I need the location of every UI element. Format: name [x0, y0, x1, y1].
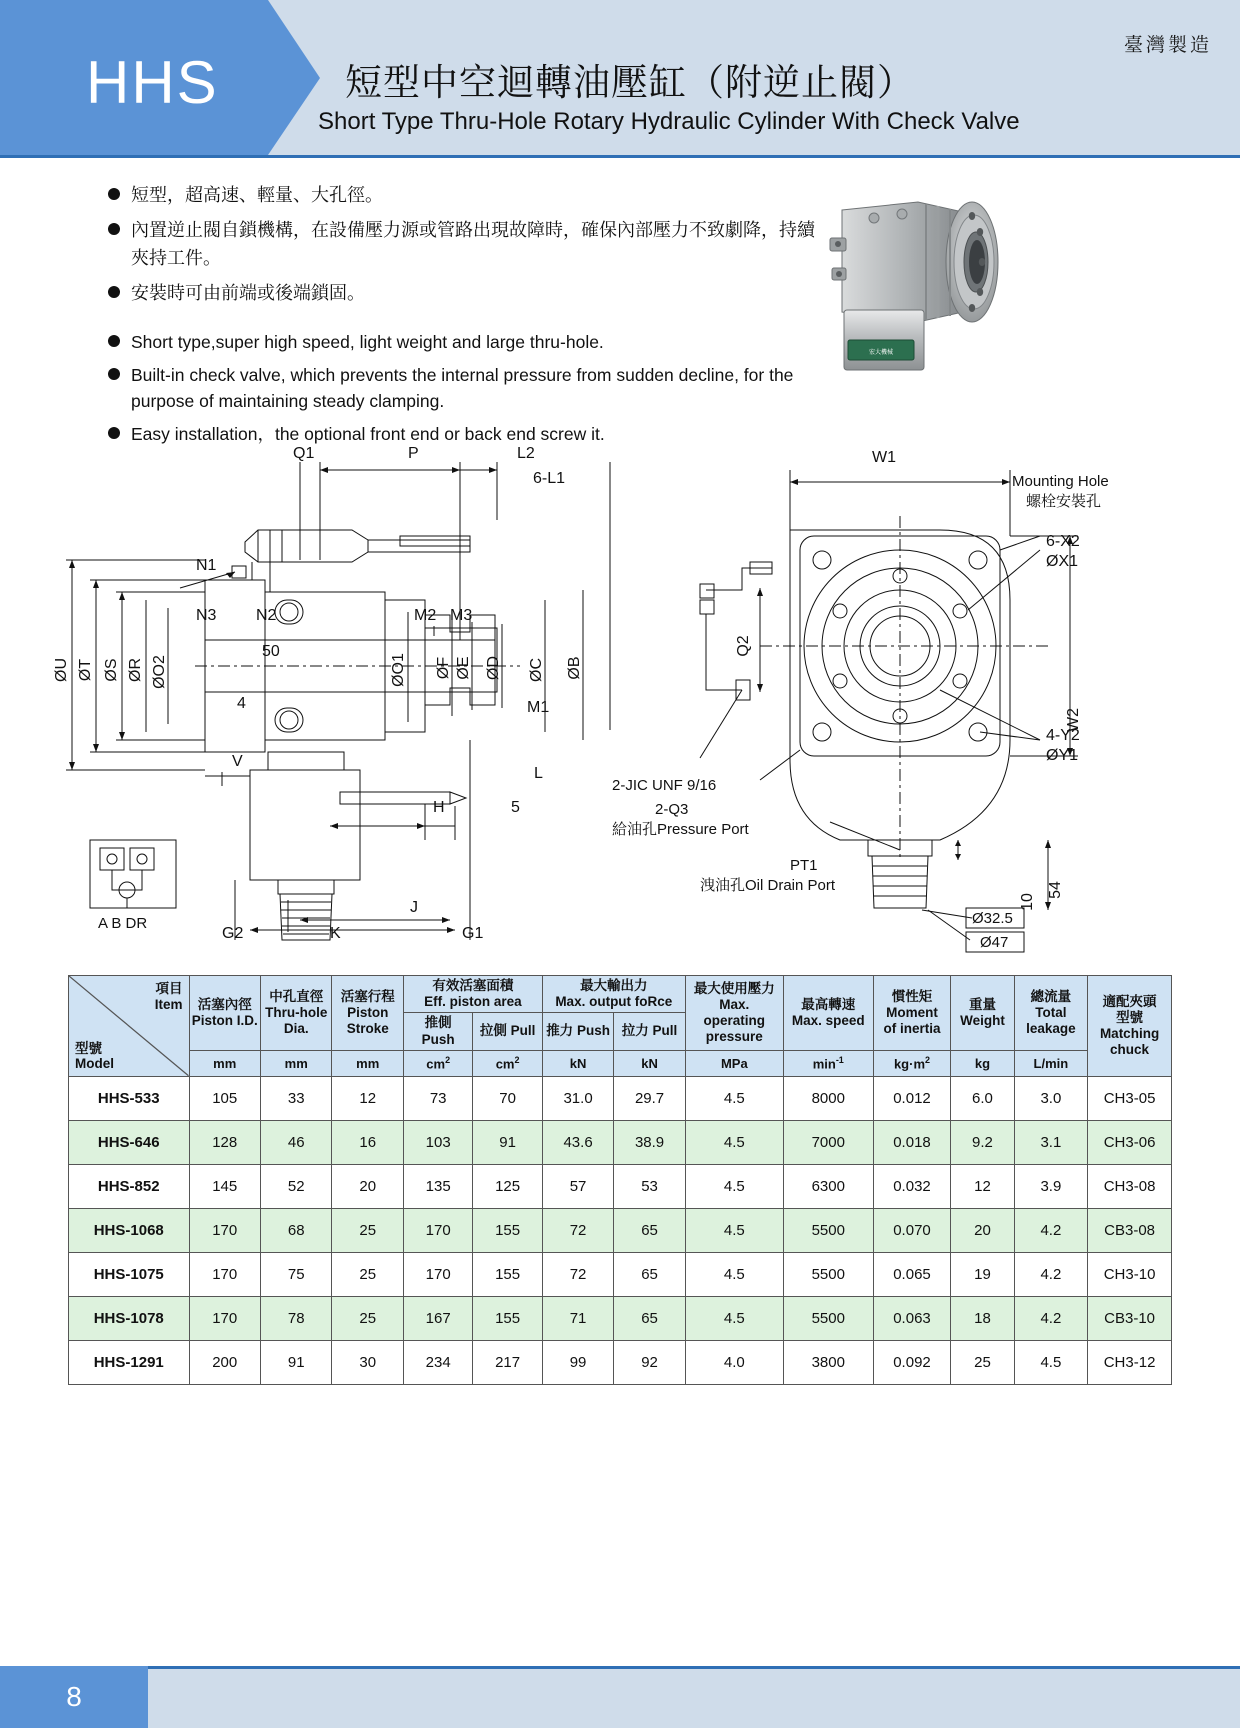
label-d47: Ø47 — [980, 934, 1009, 951]
cell-value: 5500 — [783, 1208, 873, 1252]
cell-value: 71 — [542, 1296, 613, 1340]
list-item — [108, 217, 828, 273]
list-item — [108, 362, 828, 415]
cell-value: 19 — [951, 1252, 1014, 1296]
cell-value: 4.2 — [1014, 1252, 1088, 1296]
label-10: 10 — [1019, 893, 1036, 911]
label-j: J — [410, 899, 418, 916]
cell-value: 25 — [332, 1252, 403, 1296]
label-4: 4 — [237, 695, 246, 712]
cell-value: 9.2 — [951, 1120, 1014, 1164]
cell-value: 0.032 — [873, 1164, 951, 1208]
cell-value: 18 — [951, 1296, 1014, 1340]
col-total-leakage: 總流量 Total leakage — [1014, 976, 1088, 1051]
cell-model: HHS-1291 — [69, 1340, 190, 1384]
col-push-force: 推力 Push — [542, 1013, 613, 1050]
cell-value: CH3-05 — [1088, 1076, 1172, 1120]
cell-value: 65 — [614, 1208, 685, 1252]
col-thru-hole-dia: 中孔直徑 Thru-hole Dia. — [260, 976, 331, 1051]
product-photo — [822, 192, 1037, 384]
table-row — [69, 1296, 1172, 1340]
cell-value: CH3-12 — [1088, 1340, 1172, 1384]
unit-pull-area: $cm^2$ — [473, 1050, 542, 1076]
label-m2: M2 — [414, 607, 437, 624]
label-ot: ØT — [77, 658, 94, 682]
cell-value: 4.0 — [685, 1340, 783, 1384]
cell-value: 25 — [951, 1340, 1014, 1384]
table-header-row-1 — [69, 976, 1172, 1013]
label-m1: M1 — [527, 699, 550, 716]
cell-model: HHS-852 — [69, 1164, 190, 1208]
bullet-icon — [108, 335, 120, 347]
cell-value: 12 — [951, 1164, 1014, 1208]
cell-value: 38.9 — [614, 1120, 685, 1164]
list-item — [108, 329, 828, 355]
cell-value: CB3-10 — [1088, 1296, 1172, 1340]
label-d325: Ø32.5 — [972, 910, 1013, 927]
label-v: V — [232, 753, 243, 770]
cell-value: 128 — [189, 1120, 260, 1164]
unit-speed: $\min^{-1}$ — [783, 1050, 873, 1076]
bullet-icon — [108, 223, 120, 235]
label-oy1: ØY1 — [1046, 747, 1079, 764]
label-h: H — [433, 799, 445, 816]
feature-text: 短型，超高速、輕量、大孔徑。 — [131, 185, 383, 205]
cell-value: 4.2 — [1014, 1296, 1088, 1340]
unit-push-area: $cm^2$ — [403, 1050, 472, 1076]
cell-value: CH3-06 — [1088, 1120, 1172, 1164]
cell-value: 125 — [473, 1164, 542, 1208]
cell-value: 0.070 — [873, 1208, 951, 1252]
feature-list — [108, 182, 828, 455]
label-oc: ØC — [528, 658, 545, 682]
label-5: 5 — [511, 799, 520, 816]
label-4y2: 4-Y2 — [1046, 727, 1080, 744]
cell-value: 4.5 — [685, 1164, 783, 1208]
cell-value: 145 — [189, 1164, 260, 1208]
cell-value: 0.063 — [873, 1296, 951, 1340]
cell-value: 4.5 — [1014, 1340, 1088, 1384]
table-header-row-units — [69, 1050, 1172, 1076]
label-k: K — [330, 925, 341, 942]
page-number: 8 — [0, 1666, 148, 1728]
label-p: P — [408, 445, 419, 462]
spec-table-wrapper — [68, 975, 1172, 1385]
label-or: ØR — [127, 658, 144, 682]
cell-value: 7000 — [783, 1120, 873, 1164]
cell-value: 72 — [542, 1252, 613, 1296]
cell-value: 3.1 — [1014, 1120, 1088, 1164]
label-g2: G2 — [222, 925, 244, 942]
product-logo: HHS — [86, 49, 219, 116]
cell-value: 29.7 — [614, 1076, 685, 1120]
label-w2: W2 — [1065, 708, 1082, 732]
label-m3: M3 — [450, 607, 473, 624]
label-n2: N2 — [256, 607, 277, 624]
label-mounting-hole-en: Mounting Hole — [1012, 473, 1109, 490]
cell-value: 4.5 — [685, 1208, 783, 1252]
label-q2: Q2 — [735, 635, 752, 657]
cell-value: 105 — [189, 1076, 260, 1120]
cell-value: 43.6 — [542, 1120, 613, 1164]
cell-value: 200 — [189, 1340, 260, 1384]
unit-thru-hole: mm — [260, 1050, 331, 1076]
cell-value: 4.5 — [685, 1252, 783, 1296]
bullet-icon — [108, 427, 120, 439]
label-pt1: PT1 — [790, 857, 818, 874]
feature-text: Built-in check valve, which prevents the internal pressure from sudden decline, for the purpose of maintaining steady clamping. — [131, 364, 794, 412]
cell-value: 52 — [260, 1164, 331, 1208]
cell-value: 53 — [614, 1164, 685, 1208]
label-oo2: ØO2 — [151, 655, 168, 689]
cell-value: 3.0 — [1014, 1076, 1088, 1120]
cell-value: 91 — [260, 1340, 331, 1384]
unit-weight: kg — [951, 1050, 1014, 1076]
cell-value: 103 — [403, 1120, 472, 1164]
page-header — [0, 0, 1240, 158]
list-item — [108, 182, 828, 210]
label-2q3: 2-Q3 — [655, 801, 689, 818]
cell-value: 73 — [403, 1076, 472, 1120]
feature-text: 內置逆止閥自鎖機構，在設備壓力源或管路出現故障時，確保內部壓力不致劇降，持續夾持工件。 — [131, 219, 815, 268]
label-54: 54 — [1047, 881, 1064, 899]
feature-text: Short type,super high speed, light weight and large thru-hole. — [131, 331, 604, 352]
cell-value: 4.5 — [685, 1076, 783, 1120]
cell-value: 4.5 — [685, 1296, 783, 1340]
cell-value: 3.9 — [1014, 1164, 1088, 1208]
cell-value: 5500 — [783, 1296, 873, 1340]
cell-value: 155 — [473, 1252, 542, 1296]
engineering-drawing — [0, 440, 1240, 960]
unit-inertia: $kg\cdot m^2$ — [873, 1050, 951, 1076]
cell-value: 5500 — [783, 1252, 873, 1296]
unit-piston-id: mm — [189, 1050, 260, 1076]
cell-value: 170 — [189, 1296, 260, 1340]
cell-value: 20 — [332, 1164, 403, 1208]
cell-value: 170 — [189, 1252, 260, 1296]
page-footer — [0, 1666, 1240, 1728]
cell-value: 30 — [332, 1340, 403, 1384]
label-abdr: A B DR — [98, 915, 148, 932]
label-oil-drain: 洩油孔Oil Drain Port — [700, 877, 836, 894]
cell-value: 33 — [260, 1076, 331, 1120]
col-max-speed: 最高轉速 Max. speed — [783, 976, 873, 1051]
cell-value: 72 — [542, 1208, 613, 1252]
cell-value: 20 — [951, 1208, 1014, 1252]
header-item-label: 項目 Item — [154, 981, 183, 1012]
cell-value: 0.012 — [873, 1076, 951, 1120]
label-of: ØF — [435, 656, 452, 680]
label-6l1: 6-L1 — [533, 470, 566, 487]
feature-text: 安裝時可由前端或後端鎖固。 — [131, 282, 365, 303]
bullet-icon — [108, 286, 120, 298]
unit-pull-force: kN — [614, 1050, 685, 1076]
cell-value: 0.018 — [873, 1120, 951, 1164]
cell-value: 70 — [473, 1076, 542, 1120]
bullet-icon — [108, 188, 120, 200]
page-title-en: Short Type Thru-Hole Rotary Hydraulic Cylinder With Check Valve — [318, 108, 1020, 135]
cell-value: CB3-08 — [1088, 1208, 1172, 1252]
label-w1: W1 — [872, 449, 896, 466]
label-jic: 2-JIC UNF 9/16 — [612, 777, 717, 794]
col-piston-stroke: 活塞行程 Piston Stroke — [332, 976, 403, 1051]
table-row — [69, 1076, 1172, 1120]
cell-value: 0.065 — [873, 1252, 951, 1296]
cell-value: 3800 — [783, 1340, 873, 1384]
cell-value: 12 — [332, 1076, 403, 1120]
cell-value: 92 — [614, 1340, 685, 1384]
cell-value: 25 — [332, 1296, 403, 1340]
col-push-area: 推側 Push — [403, 1013, 472, 1050]
feature-text: Easy installation，the optional front end or back end screw it. — [131, 424, 605, 445]
cell-value: 4.2 — [1014, 1208, 1088, 1252]
unit-pressure: MPa — [685, 1050, 783, 1076]
cell-value: 68 — [260, 1208, 331, 1252]
spec-table-body — [69, 1076, 1172, 1384]
cell-value: 57 — [542, 1164, 613, 1208]
label-mounting-hole-cn: 螺栓安裝孔 — [1026, 493, 1102, 510]
label-g1: G1 — [462, 925, 484, 942]
label-oo1: ØO1 — [390, 653, 407, 687]
cell-value: 0.092 — [873, 1340, 951, 1384]
table-row — [69, 1252, 1172, 1296]
cell-value: CH3-08 — [1088, 1164, 1172, 1208]
logo-arrow — [268, 0, 320, 155]
unit-push-force: kN — [542, 1050, 613, 1076]
col-piston-id: 活塞內徑 Piston I.D. — [189, 976, 260, 1051]
cell-value: 75 — [260, 1252, 331, 1296]
col-eff-piston-area: 有效活塞面積 Eff. piston area — [403, 976, 542, 1013]
label-n1: N1 — [196, 557, 217, 574]
cell-model: HHS-533 — [69, 1076, 190, 1120]
spec-table — [68, 975, 1172, 1385]
label-l2: L2 — [517, 445, 535, 462]
header-corner-cell — [69, 976, 190, 1077]
svg-text:宏大機械: 宏大機械 — [868, 350, 894, 356]
cell-value: 31.0 — [542, 1076, 613, 1120]
table-row — [69, 1120, 1172, 1164]
cell-value: 170 — [403, 1208, 472, 1252]
unit-stroke: mm — [332, 1050, 403, 1076]
cell-model: HHS-646 — [69, 1120, 190, 1164]
cell-value: 25 — [332, 1208, 403, 1252]
label-ob: ØB — [566, 656, 583, 680]
cell-value: 99 — [542, 1340, 613, 1384]
col-max-output-force: 最大輸出力 Max. output foRce — [542, 976, 685, 1013]
label-n3: N3 — [196, 607, 217, 624]
cell-value: 78 — [260, 1296, 331, 1340]
cell-model: HHS-1068 — [69, 1208, 190, 1252]
col-pull-force: 拉力 Pull — [614, 1013, 685, 1050]
table-row — [69, 1340, 1172, 1384]
cell-value: 167 — [403, 1296, 472, 1340]
label-6x2: 6-X2 — [1046, 533, 1080, 550]
made-in-label: 臺灣製造 — [1123, 35, 1212, 56]
table-row — [69, 1164, 1172, 1208]
cell-value: 65 — [614, 1252, 685, 1296]
label-od: ØD — [485, 656, 502, 680]
feature-list-en — [108, 329, 828, 448]
table-row — [69, 1208, 1172, 1252]
list-item — [108, 280, 828, 308]
header-model-label: 型號 Model — [75, 1040, 114, 1072]
cell-model: HHS-1075 — [69, 1252, 190, 1296]
cell-value: 170 — [403, 1252, 472, 1296]
cell-value: 16 — [332, 1120, 403, 1164]
cell-value: 46 — [260, 1120, 331, 1164]
cell-value: 6300 — [783, 1164, 873, 1208]
label-os: ØS — [103, 658, 120, 682]
cell-value: 8000 — [783, 1076, 873, 1120]
label-50: 50 — [262, 643, 280, 660]
cell-value: 234 — [403, 1340, 472, 1384]
label-q1: Q1 — [293, 445, 315, 462]
label-oe: ØE — [455, 656, 472, 680]
label-ox1: ØX1 — [1046, 553, 1079, 570]
col-max-operating-pressure: 最大使用壓力 Max. operating pressure — [685, 976, 783, 1051]
col-weight: 重量 Weight — [951, 976, 1014, 1051]
cell-value: 155 — [473, 1208, 542, 1252]
cell-value: CH3-10 — [1088, 1252, 1172, 1296]
col-matching-chuck: 適配夾頭 型號 Matching chuck — [1088, 976, 1172, 1077]
label-ou: ØU — [53, 658, 70, 682]
cell-value: 135 — [403, 1164, 472, 1208]
cell-model: HHS-1078 — [69, 1296, 190, 1340]
col-pull-area: 拉側 Pull — [473, 1013, 542, 1050]
cell-value: 170 — [189, 1208, 260, 1252]
cell-value: 217 — [473, 1340, 542, 1384]
cell-value: 4.5 — [685, 1120, 783, 1164]
col-moment-of-inertia: 慣性矩 Moment of inertia — [873, 976, 951, 1051]
unit-leakage: L/min — [1014, 1050, 1088, 1076]
cell-value: 6.0 — [951, 1076, 1014, 1120]
label-l: L — [534, 765, 543, 782]
bullet-icon — [108, 368, 120, 380]
page-title-cn: 短型中空迴轉油壓缸（附逆止閥） — [345, 62, 915, 103]
cell-value: 91 — [473, 1120, 542, 1164]
label-pressure-port: 給油孔Pressure Port — [612, 821, 749, 838]
cell-value: 65 — [614, 1296, 685, 1340]
cell-value: 155 — [473, 1296, 542, 1340]
